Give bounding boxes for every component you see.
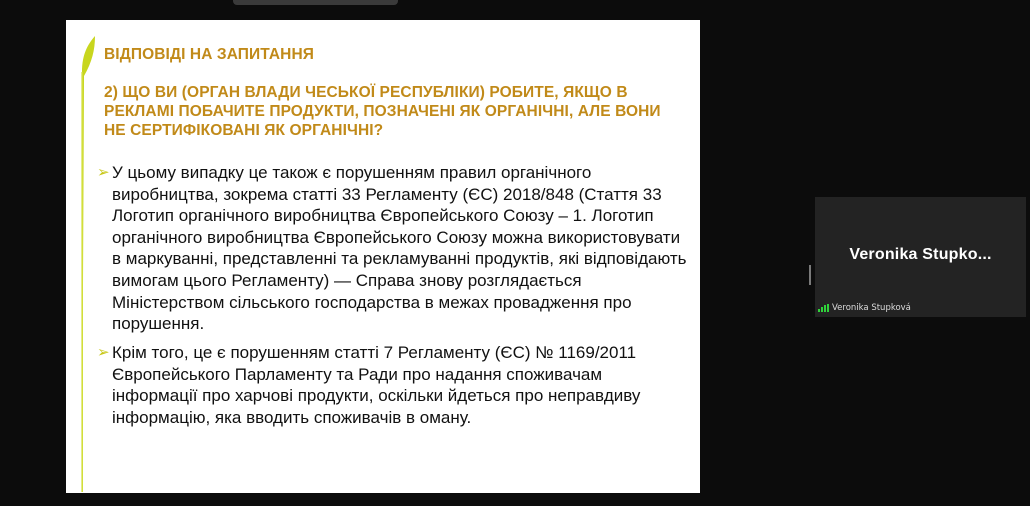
participant-footer (818, 302, 911, 314)
arrow-bullet-icon: ➢ (97, 164, 110, 181)
participant-video-tile[interactable] (815, 197, 1026, 317)
participant-display-name: Veronika Stupko... (849, 246, 992, 263)
shared-slide (66, 20, 700, 493)
bullet-item (97, 342, 692, 428)
participant-name-label: Veronika Stupková (832, 303, 911, 313)
bullet-text: Крім того, це є порушенням статті 7 Регламенту (ЄС) № 1169/2011 Європейського Парламенту та Ради про надання споживачам інформації про харчові продукти, оскільки йдеться про неправдиву інформацію, яка вводить споживачів в оману. (112, 343, 641, 427)
bullet-text: У цьому випадку це також є порушенням правил органічного виробництва, зокрема статті 33 Регламенту (ЄС) 2018/848 (Стаття 33 Логотип органічного виробництва Європейського Союзу – 1. Логотип органічного виробництва Європейського Союзу можна використовувати в маркуванні, представленні та рекламуванні продуктів, які відповідають вимогам цього Регламенту) — Справа знову розглядається Міністерством сільського господарства в межах провадження про порушення. (112, 163, 687, 334)
arrow-bullet-icon: ➢ (97, 344, 110, 361)
signal-strength-icon (818, 304, 829, 312)
bullet-item (97, 162, 692, 335)
top-toolbar-handle[interactable] (233, 0, 398, 5)
leaf-decoration-icon (76, 32, 96, 492)
slide-heading: ВІДПОВІДІ НА ЗАПИТАННЯ (104, 46, 314, 63)
slide-question: 2) ЩО ВИ (ОРГАН ВЛАДИ ЧЕСЬКОЇ РЕСПУБЛІКИ) РОБИТЕ, ЯКЩО В РЕКЛАМІ ПОБАЧИТЕ ПРОДУКТИ, ПОЗНАЧЕНІ ЯК ОРГАНІЧНІ, АЛЕ ВОНИ НЕ СЕРТИФІКОВАНІ ЯК ОРГАНІЧНІ? (104, 84, 661, 139)
panel-resize-handle[interactable] (809, 265, 811, 285)
